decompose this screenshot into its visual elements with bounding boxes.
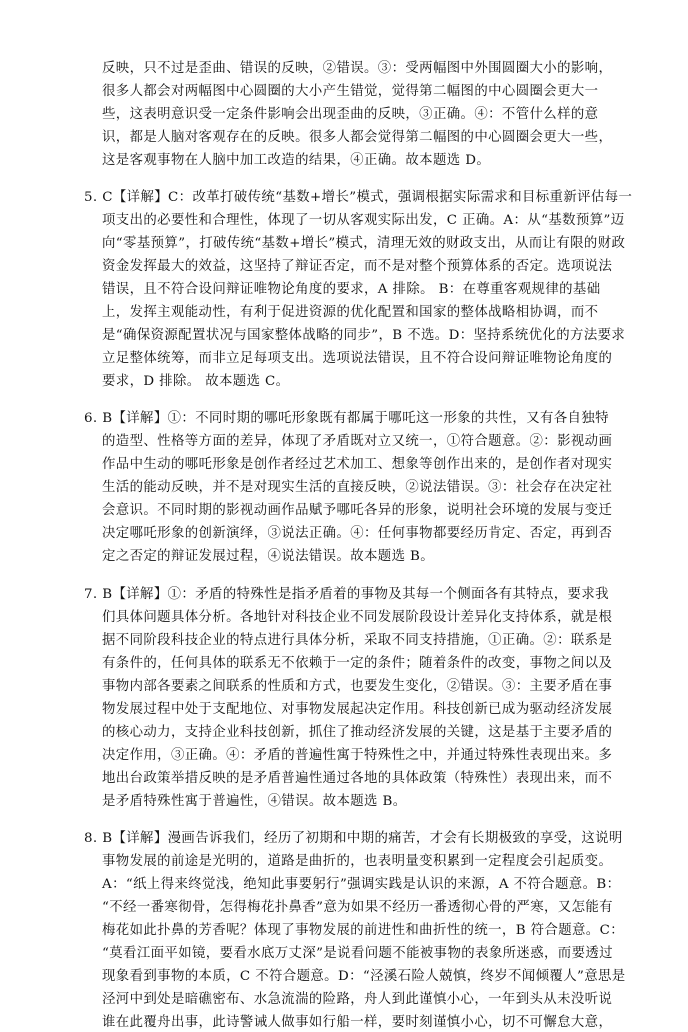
- text-line: 谁在此覆舟出事，此诗警诫人做事如行船一样，要时刻谨慎小心，切不可懈怠大意，: [102, 1014, 613, 1030]
- text-line: 识，都是人脑对客观存在的反映。很多人都会觉得第二幅图的中心圆圈会更大一些，: [102, 130, 613, 145]
- text-line: 向“零基预算”，打破传统“基数+增长”模式，清理无效的财政支出，从而让有限的财政: [102, 236, 626, 252]
- text-line: 资金发挥最大的效益，这坚持了辩证否定，而不是对整个预算体系的否定。选项说法: [102, 259, 613, 275]
- text-line: “莫看江面平如镜，要看水底万丈深”是说看问题不能被事物的表象所迷惑，而要透过: [102, 945, 613, 961]
- text-line: 8. B【详解】漫画告诉我们，经历了初期和中期的痛苦，才会有长期极致的享受，这说明: [84, 830, 623, 846]
- text-line: 是“确保资源配置状况与国家整体战略的同步”，B 不选。D：坚持系统优化的方法要求: [102, 328, 626, 344]
- text-line: 5. C【详解】C：改革打破传统“基数+增长”模式，强调根据实际需求和目标重新评估每一: [84, 190, 633, 206]
- text-line: 决定作用，③正确。④：矛盾的普遍性寓于特殊性之中，并通过特殊性表现出来。多: [102, 747, 613, 763]
- text-line: 定之否定的辩证发展过程，④说法错误。故本题选 B。: [102, 549, 435, 565]
- text-line: 的核心动力，支持企业科技创新，抓住了推动经济发展的关键，这是基于主要矛盾的: [102, 724, 613, 740]
- text-line: 项支出的必要性和合理性，体现了一切从客观实际出发，C 正确。A：从“基数预算”迈: [102, 213, 625, 229]
- text-line: 有条件的，任何具体的联系无不依赖于一定的条件；随着条件的改变，事物之间以及: [102, 655, 613, 671]
- text-line: 上，发挥主观能动性，有利于促进资源的优化配置和国家的整体战略相协调，而不: [102, 305, 599, 321]
- text-line: 事物内部各要素之间联系的性质和方式，也要发生变化，②错误。③：主要矛盾在事: [102, 678, 613, 694]
- text-line: 是矛盾特殊性寓于普遍性，④错误。故本题选 B。: [102, 793, 407, 809]
- text-line: 地出台政策举措反映的是矛盾普遍性通过各地的具体政策（特殊性）表现出来，而不: [102, 770, 613, 786]
- text-line: 决定哪吒形象的创新演绎，③说法正确。④：任何事物都要经历肯定、否定，再到否: [102, 526, 613, 542]
- text-line: 些，这表明意识受一定条件影响会出现歪曲的反映，③正确。④：不管什么样的意: [102, 107, 599, 122]
- text-line: 现象看到事物的本质，C 不符合题意。D：“泾溪石险人兢慎，终岁不闻倾覆人”意思是: [102, 968, 626, 984]
- text-line: 事物发展的前途是光明的，道路是曲折的，也表明量变积累到一定程度会引起质变。: [102, 853, 613, 869]
- text-line: “不经一番寒彻骨，怎得梅花扑鼻香”意为如果不经历一番透彻心骨的严寒，又怎能有: [102, 899, 613, 915]
- text-line: 据不同阶段科技企业的特点进行具体分析，采取不同支持措施，①正确。②：联系是: [102, 632, 613, 648]
- text-line: 6. B【详解】①：不同时期的哪吒形象既有都属于哪吒这一形象的共性，又有各自独特: [84, 411, 609, 427]
- text-line: 反映，只不过是歪曲、错误的反映，②错误。③：受两幅图中外围圆圈大小的影响，: [102, 61, 613, 76]
- text-line: 的造型、性格等方面的差异，体现了矛盾既对立又统一，①符合题意。②：影视动画: [102, 434, 613, 450]
- text-line: 要求，D 排除。 故本题选 C。: [102, 374, 290, 390]
- text-line: 梅花如此扑鼻的芳香呢？体现了事物发展的前进性和曲折性的统一，B 符合题意。C：: [102, 922, 625, 938]
- text-line: 们具体问题具体分析。各地针对科技企业不同发展阶段设计差异化支持体系，就是根: [102, 609, 613, 625]
- text-line: 这是客观事物在人脑中加工改造的结果，④正确。故本题选 D。: [102, 153, 491, 168]
- text-line: 7. B【详解】①：矛盾的特殊性是指矛盾着的事物及其每一个侧面各有其特点，要求我: [84, 586, 609, 602]
- text-line: 立足整体统筹，而非立足每项支出。选项说法错误，且不符合设问辩证唯物论角度的: [102, 351, 613, 367]
- text-line: 生活的能动反映，并不是对现实生活的直接反映，②说法错误。③：社会存在决定社: [102, 480, 613, 496]
- text-line: 泾河中到处是暗礁密布、水急流湍的险路，舟人到此谨慎小心，一年到头从未没听说: [102, 991, 613, 1007]
- text-line: 很多人都会对两幅图中心圆圈的大小产生错觉，觉得第二幅图的中心圆圈会更大一: [102, 84, 599, 99]
- text-line: A：“纸上得来终觉浅，绝知此事要躬行”强调实践是认识的来源，A 不符合题意。B：: [102, 876, 621, 892]
- text-line: 作品中生动的哪吒形象是创作者经过艺术加工、想象等创作出来的，是创作者对现实: [102, 457, 613, 473]
- text-line: 会意识。不同时期的影视动画作品赋予哪吒各异的形象，说明社会环境的发展与变迁: [102, 503, 613, 519]
- text-line: 错误，且不符合设问辩证唯物论角度的要求，A 排除。 B：在尊重客观规律的基础: [102, 282, 601, 298]
- text-line: 物发展过程中处于支配地位、对事物发展起决定作用。科技创新已成为驱动经济发展: [102, 701, 613, 717]
